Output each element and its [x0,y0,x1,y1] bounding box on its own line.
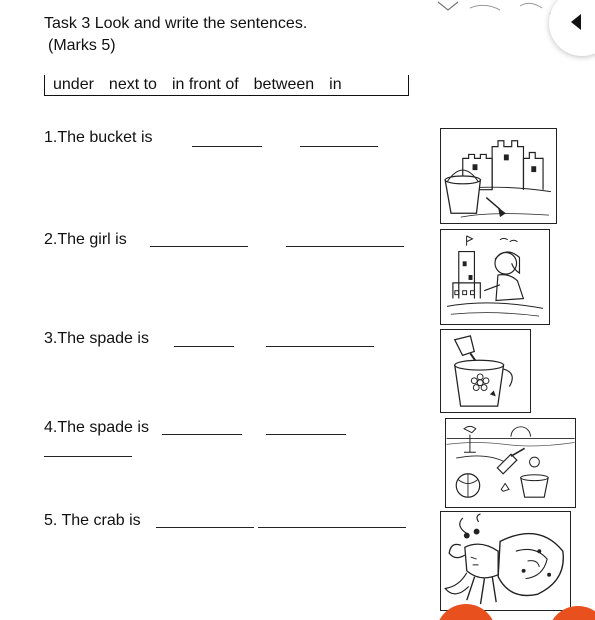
crab-shell-picture [440,511,571,611]
beach-scene-picture [445,418,576,508]
word-in-front-of: in front of [171,76,239,93]
question-text: The spade is [57,330,149,347]
back-arrow-icon [571,14,581,30]
question-5 [44,511,141,531]
word-in: in [329,76,342,93]
answer-blank[interactable] [44,456,132,457]
question-4 [44,418,149,438]
spade-in-bucket-picture [440,329,531,413]
answer-blank[interactable] [286,246,404,247]
question-number: 2. [44,231,58,248]
question-number: 1. [44,129,58,146]
girl-sandcastle-picture [440,229,550,325]
question-number: 3. [44,330,58,347]
word-next-to: next to [108,76,157,93]
answer-blank[interactable] [174,346,234,347]
question-2 [44,230,127,250]
word-bank [44,75,409,96]
question-number: 5. [44,512,58,529]
question-text: The girl is [57,231,127,248]
back-button[interactable] [549,0,595,56]
word-between: between [253,76,315,93]
question-1 [44,128,153,148]
question-number: 4. [44,419,58,436]
sandcastle-bucket-picture [440,128,557,224]
answer-blank[interactable] [162,434,242,435]
answer-blank[interactable] [266,346,374,347]
question-3 [44,329,149,349]
task-marks: (Marks 5) [48,37,116,54]
answer-blank[interactable] [266,434,346,435]
answer-blank[interactable] [300,146,378,147]
question-text: The bucket is [57,129,153,146]
word-under: under [53,76,94,93]
answer-blank[interactable] [258,527,406,528]
question-text: The spade is [57,419,149,436]
question-text: The crab is [57,512,141,529]
answer-blank[interactable] [192,146,262,147]
answer-blank[interactable] [150,246,248,247]
task-title: Task 3 Look and write the sentences. [44,15,308,32]
answer-blank[interactable] [156,527,254,528]
